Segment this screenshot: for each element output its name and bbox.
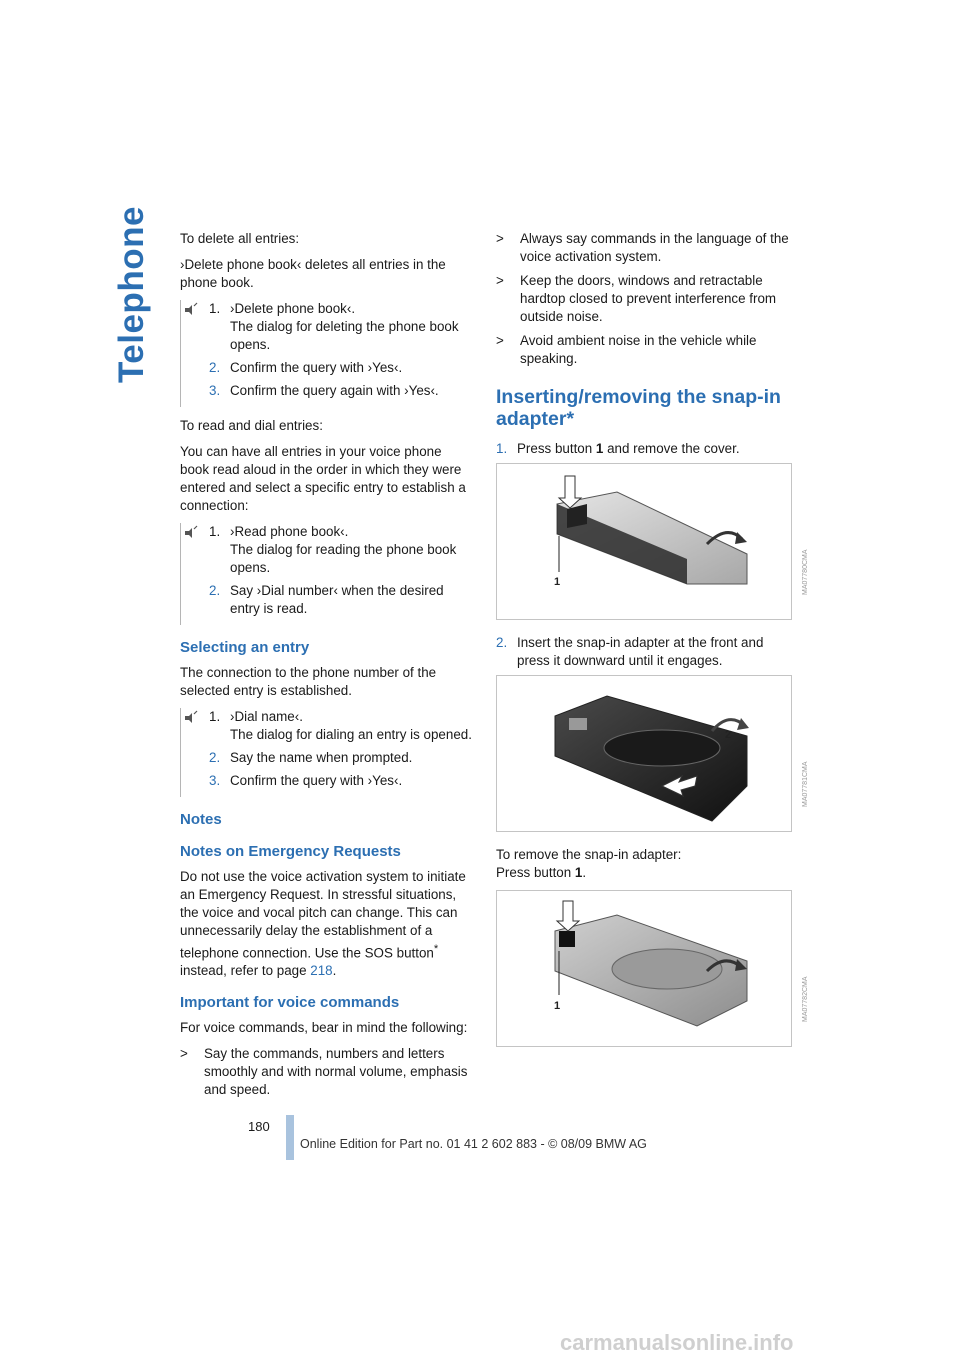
edition-note: Online Edition for Part no. 01 41 2 602 883 - © 08/09 BMW AG bbox=[300, 1137, 647, 1151]
watermark: carmanualsonline.info bbox=[560, 1330, 794, 1355]
figure-code: MA07780CMA bbox=[802, 549, 809, 595]
insert-step-1: 1. Press button 1 and remove the cover. bbox=[496, 441, 740, 456]
delete-step-1: 1. ›Delete phone book‹. The dialog for deleting the phone book opens. bbox=[209, 301, 459, 352]
figure-code: MA07781CMA bbox=[802, 761, 809, 807]
page-ref-link[interactable]: 218 bbox=[310, 963, 333, 979]
left-column bbox=[180, 230, 472, 1105]
bullet-item: > Always say commands in the language of the voice activation system. bbox=[496, 231, 789, 264]
important-heading: Important for voice commands bbox=[180, 994, 400, 1012]
selecting-heading: Selecting an entry bbox=[180, 639, 310, 656]
read-paragraph: You can have all entries in your voice phone book read aloud in the order in which they were entered and select a specific entry to establish a connection: bbox=[180, 444, 466, 513]
adapter-illustration bbox=[497, 891, 791, 1046]
footer-bar bbox=[286, 1115, 294, 1160]
insert-step-2: 2. Insert the snap-in adapter at the front and press it downward until it engages. bbox=[496, 635, 764, 668]
select-step-3: 3. Confirm the query with ›Yes‹. bbox=[209, 773, 403, 788]
voice-command-icon bbox=[183, 525, 199, 541]
delete-paragraph: ›Delete phone book‹ deletes all entries in the phone book. bbox=[180, 257, 446, 290]
remove-intro: To remove the snap-in adapter: Press button 1. bbox=[496, 847, 682, 880]
page-footer bbox=[0, 1115, 960, 1160]
voice-command-icon bbox=[183, 710, 199, 726]
right-column bbox=[496, 230, 809, 1061]
select-step-1: 1. ›Dial name‹. The dialog for dialing an entry is opened. bbox=[209, 709, 472, 742]
voice-steps-read bbox=[180, 523, 472, 625]
delete-step-2: 2. Confirm the query with ›Yes‹. bbox=[209, 360, 403, 375]
delete-intro: To delete all entries: bbox=[180, 231, 300, 246]
read-intro: To read and dial entries: bbox=[180, 418, 323, 433]
emergency-heading: Notes on Emergency Requests bbox=[180, 843, 401, 860]
optional-equipment-star: * bbox=[433, 943, 439, 955]
read-step-1: 1. ›Read phone book‹. The dialog for reading the phone book opens. bbox=[209, 524, 457, 575]
chapter-title: Telephone bbox=[112, 206, 151, 383]
section-heading: Inserting/removing the snap-in adapter* bbox=[496, 386, 781, 430]
callout-label: 1 bbox=[554, 576, 561, 588]
figure-insert-adapter bbox=[496, 675, 809, 832]
figure-press-button bbox=[496, 463, 809, 620]
read-step-2: 2. Say ›Dial number‹ when the desired entry is read. bbox=[209, 583, 444, 616]
callout-label: 1 bbox=[554, 1000, 561, 1012]
select-step-2: 2. Say the name when prompted. bbox=[209, 750, 413, 765]
bullet-item: > Say the commands, numbers and letters smoothly and with normal volume, emphasis and speed. bbox=[180, 1046, 468, 1098]
selecting-paragraph: The connection to the phone number of the selected entry is established. bbox=[180, 665, 437, 698]
adapter-illustration bbox=[497, 464, 791, 619]
important-paragraph: For voice commands, bear in mind the following: bbox=[180, 1020, 468, 1036]
voice-command-icon bbox=[183, 302, 199, 318]
notes-heading: Notes bbox=[180, 811, 222, 828]
figure-code: MA07782CMA bbox=[802, 976, 809, 1022]
emergency-paragraph: Do not use the voice activation system to initiate an Emergency Request. In stressful situations, the voice and vocal pitch can change. This can unnecessarily delay the establishment of a telephone connection. Use the SOS button* instead, refer to page 218. bbox=[180, 869, 466, 979]
bullet-item: > Avoid ambient noise in the vehicle while speaking. bbox=[496, 333, 757, 366]
adapter-illustration bbox=[497, 676, 791, 831]
figure-remove-adapter bbox=[496, 890, 809, 1047]
callout-label: 2 bbox=[725, 729, 732, 741]
bullet-item: > Keep the doors, windows and retractable hardtop closed to prevent interference from outside noise. bbox=[496, 273, 777, 324]
delete-step-3: 3. Confirm the query again with ›Yes‹. bbox=[209, 383, 439, 398]
page-number: 180 bbox=[248, 1119, 270, 1134]
voice-steps-delete bbox=[180, 300, 472, 407]
voice-steps-select bbox=[180, 708, 472, 797]
